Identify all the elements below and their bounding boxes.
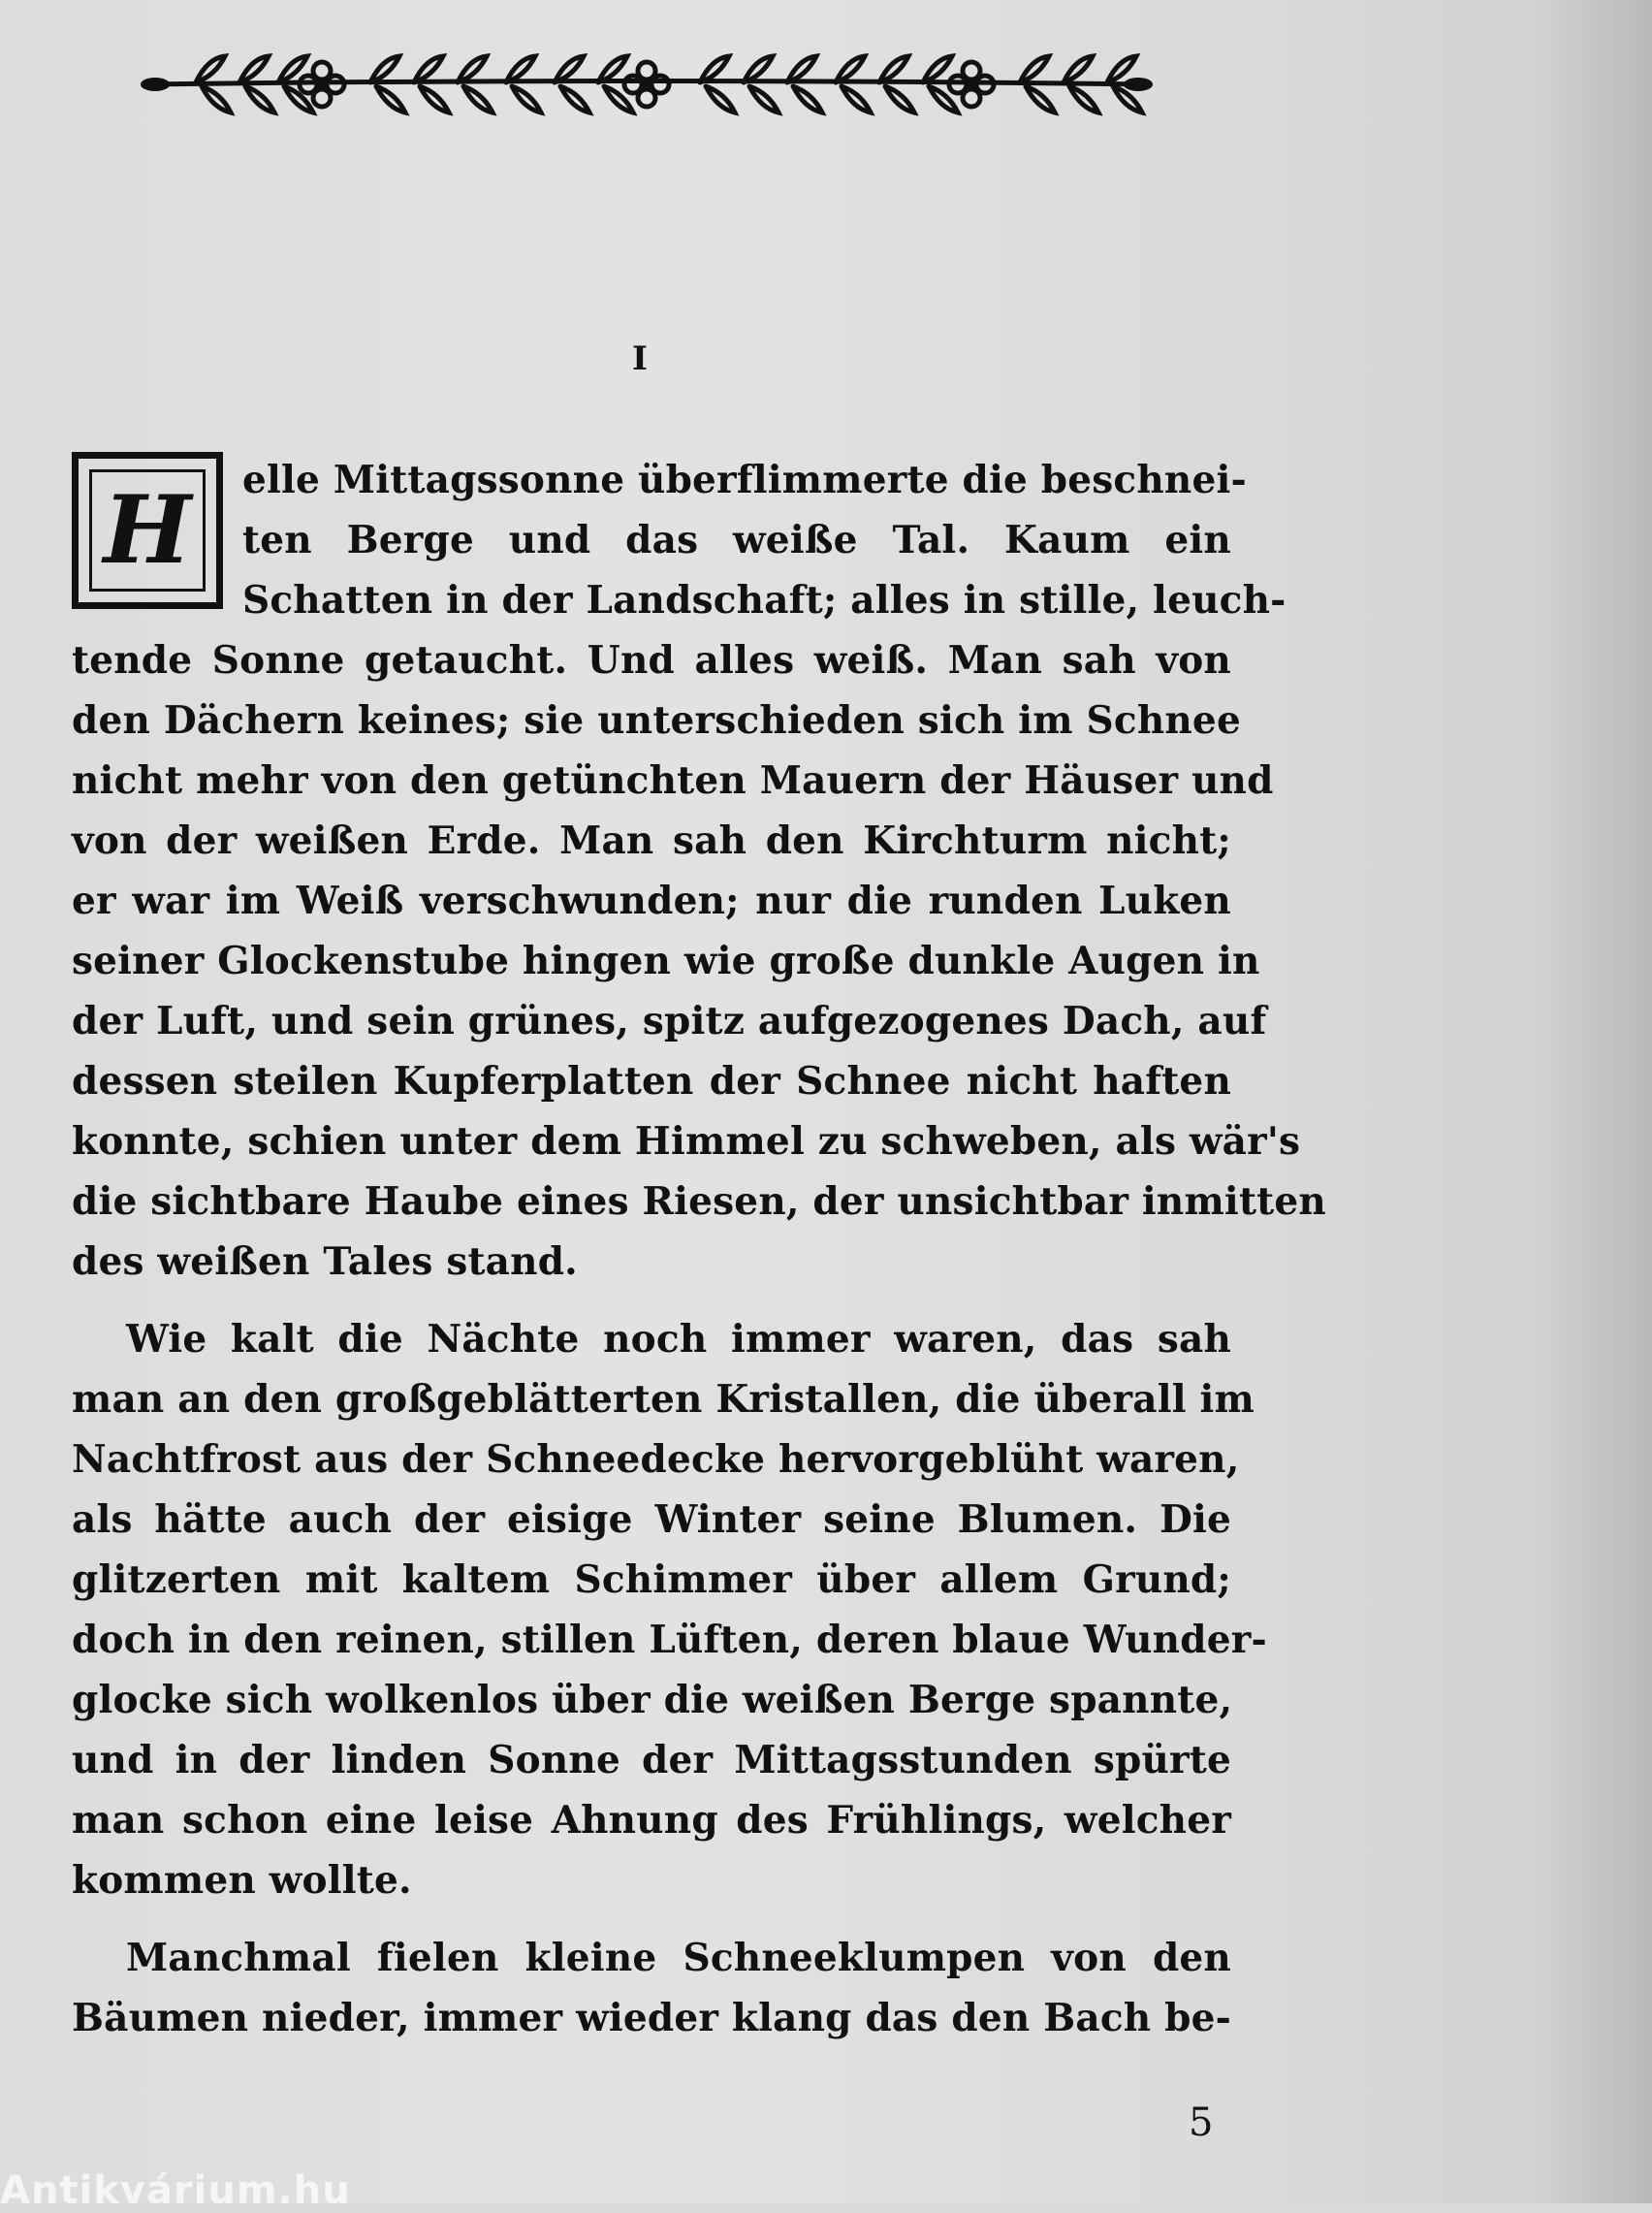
text-line: des weißen Tales stand. [72, 1239, 578, 1284]
text-line: glocke sich wolkenlos über die weißen Berge spannte, [72, 1678, 1233, 1722]
text-line: Bäumen nieder, immer wieder klang das den Bach be- [72, 1996, 1231, 2040]
text-line: von der weißen Erde. Man sah den Kirchturm nicht; [72, 818, 1231, 863]
text-line: er war im Weiß verschwunden; nur die runden Luken [72, 879, 1231, 923]
text-line: Nachtfrost aus der Schneedecke hervorgeblüht waren, [72, 1437, 1240, 1482]
text-line: seiner Glockenstube hingen wie große dunkle Augen in [72, 939, 1260, 983]
drop-cap-letter: H [89, 469, 206, 592]
text-line: Manchmal fielen kleine Schneeklumpen von den [126, 1936, 1231, 1980]
text-line: der Luft, und sein grünes, spitz aufgezogenes Dach, auf [72, 999, 1267, 1043]
text-line: konnte, schien unter dem Himmel zu schweben, als wär's [72, 1119, 1301, 1164]
text-line: dessen steilen Kupferplatten der Schnee nicht haften [72, 1059, 1231, 1104]
text-line: ten Berge und das weiße Tal. Kaum ein [242, 518, 1231, 562]
text-line: Schatten in der Landschaft; alles in stille, leuch- [242, 578, 1287, 623]
watermark-text: Antikvárium.hu [0, 2168, 351, 2213]
text-line: nicht mehr von den getünchten Mauern der Häuser und [72, 758, 1274, 803]
text-line: Wie kalt die Nächte noch immer waren, das sah [126, 1317, 1231, 1362]
text-line: elle Mittagssonne überflimmerte die beschnei- [242, 458, 1247, 502]
text-line: tende Sonne getaucht. Und alles weiß. Man sah von [72, 638, 1231, 683]
text-line: als hätte auch der eisige Winter seine Blumen. Die [72, 1497, 1231, 1542]
chapter-number: I [632, 339, 648, 378]
text-line: man schon eine leise Ahnung des Frühlings, welcher [72, 1798, 1231, 1843]
text-line: den Dächern keines; sie unterschieden sich im Schnee [72, 698, 1241, 743]
text-line: man an den großgeblätterten Kristallen, die überall im [72, 1377, 1255, 1422]
text-line: kommen wollte. [72, 1858, 412, 1903]
vine-ornament-icon [138, 48, 1156, 120]
text-line: doch in den reinen, stillen Lüften, deren blaue Wunder- [72, 1618, 1267, 1662]
paragraph-gap [72, 1910, 1231, 1928]
page-shadow [1536, 0, 1652, 2203]
paragraph-gap [72, 1292, 1231, 1309]
page-number: 5 [1189, 2101, 1214, 2145]
text-line: und in der linden Sonne der Mittagsstunden spürte [72, 1738, 1231, 1782]
text-line: glitzerten mit kaltem Schimmer über allem Grund; [72, 1557, 1231, 1602]
text-line: die sichtbare Haube eines Riesen, der unsichtbar inmitten [72, 1179, 1326, 1224]
body-text [72, 450, 1326, 2048]
